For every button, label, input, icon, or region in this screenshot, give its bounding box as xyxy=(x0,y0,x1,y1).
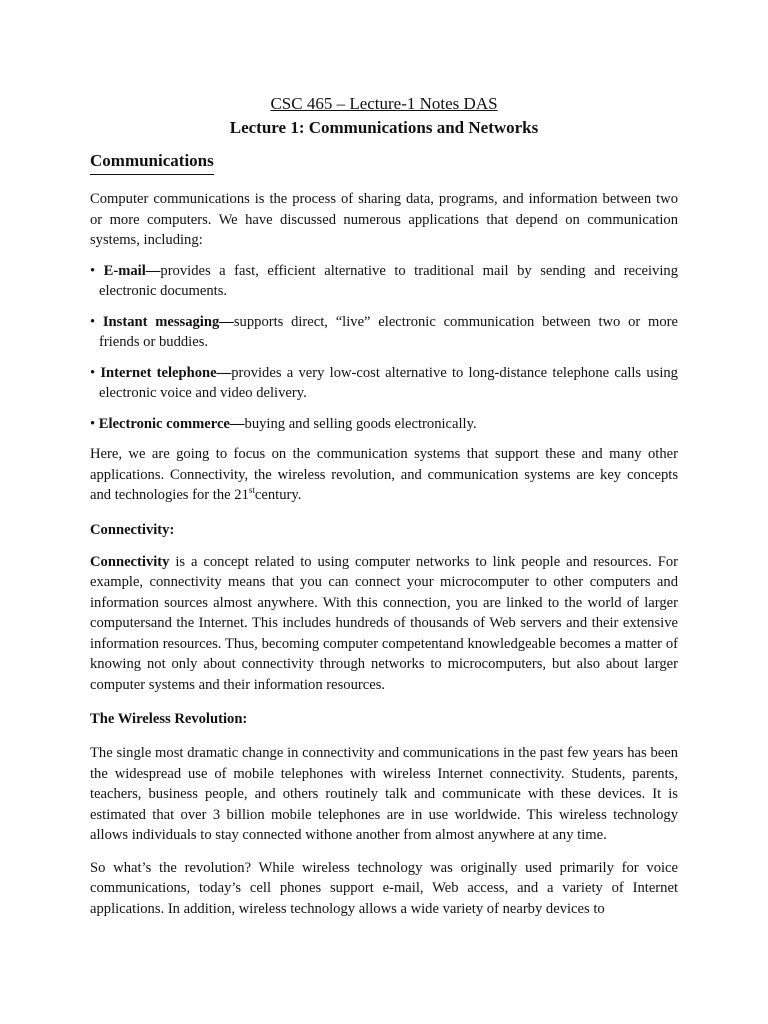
focus-text: Here, we are going to focus on the communication systems that support these and many other applications. Connectivity, the wireless revolution, and communication systems are key concepts and technologies for the 21 xyxy=(90,446,678,503)
bullet-term: Internet telephone— xyxy=(100,364,232,381)
bullet-term: Electronic commerce— xyxy=(98,415,245,432)
wireless-heading: The Wireless Revolution: xyxy=(90,711,248,727)
course-title: CSC 465 – Lecture-1 Notes DAS xyxy=(270,94,498,113)
document-page xyxy=(90,92,678,919)
communications-intro: Computer communications is the process of sharing data, programs, and information between two or more computers. We have discussed numerous applications that depend on communication systems, including: xyxy=(90,191,678,248)
ordinal-suffix: st xyxy=(248,485,255,495)
lecture-title: Lecture 1: Communications and Networks xyxy=(229,118,539,137)
bullet-text: supports direct, “live” electronic communication between two or more friends or buddies. xyxy=(99,313,678,350)
bullet-internet-telephone xyxy=(90,363,678,404)
bullet-instant-messaging xyxy=(90,312,678,353)
focus-text-end: century. xyxy=(254,487,302,503)
connectivity-term: Connectivity xyxy=(90,553,170,570)
bullet-marker: • xyxy=(90,313,96,330)
bullet-term: Instant messaging— xyxy=(102,313,234,330)
bullet-text: buying and selling goods electronically. xyxy=(244,415,477,432)
bullet-text: provides a fast, efficient alternative to traditional mail by sending and receiving electronic documents. xyxy=(99,262,678,299)
bullet-email xyxy=(90,261,678,302)
connectivity-heading: Connectivity: xyxy=(90,521,175,538)
focus-paragraph xyxy=(90,444,678,506)
bullet-electronic-commerce xyxy=(90,414,678,435)
bullet-marker: • xyxy=(90,415,96,432)
bullet-text: provides a very low-cost alternative to long-distance telephone calls using electronic voice and video delivery. xyxy=(99,364,678,401)
wireless-paragraph-1: The single most dramatic change in connectivity and communications in the past few years has been the widespread use of mobile telephones with wireless Internet connectivity. Students, parents, teachers, business people, and others routinely talk and communicate with these devices. It is estimated that over 3 billion mobile telephones are in use worldwide. This wireless technology allows individuals to stay connected withone another from almost anywhere at any time. xyxy=(90,745,678,843)
connectivity-text: is a concept related to using computer networks to link people and resources. For example, connectivity means that you can connect your microcomputer to other computers and information sources almost anywhere. With this connection, you are linked to the world of larger computersand the Internet. This includes hundreds of thousands of Web servers and their extensive information resources. Thus, becoming computer competentand knowledgeable becomes a matter of knowing not only about connectivity through networks to microcomputers, but also about larger computer systems and their information resources. xyxy=(90,553,678,693)
wireless-paragraph-2: So what’s the revolution? While wireless technology was originally used primarily for voice communications, today’s cell phones support e-mail, Web access, and a variety of Internet applications. In addition, wireless technology allows a wide variety of nearby devices to xyxy=(90,859,678,917)
bullet-marker: • xyxy=(90,364,96,381)
connectivity-paragraph xyxy=(90,552,678,696)
communications-heading: Communications xyxy=(90,150,214,175)
bullet-marker: • xyxy=(90,262,96,279)
bullet-term: E-mail— xyxy=(103,262,161,279)
